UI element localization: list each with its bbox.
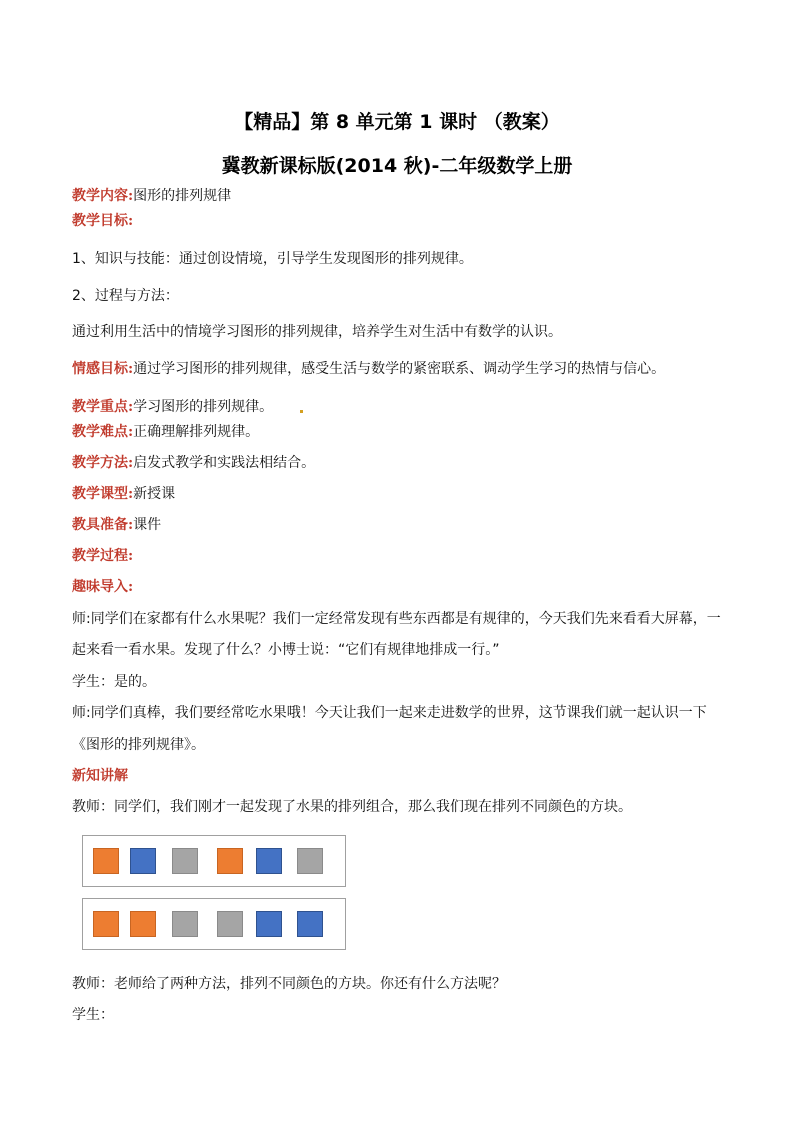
document-subtitle: 冀教新课标版(2014 秋)-二年级数学上册 xyxy=(221,155,573,177)
fun-intro-label: 趣味导入: xyxy=(72,579,134,595)
teaching-method xyxy=(72,454,315,472)
teaching-method-text: 启发式教学和实践法相结合。 xyxy=(133,455,316,471)
teaching-process xyxy=(72,547,133,565)
new-knowledge-label: 新知讲解 xyxy=(72,768,128,784)
key-point-text: 学习图形的排列规律。 xyxy=(133,399,274,415)
blue-square xyxy=(297,911,323,937)
orange-square xyxy=(93,848,119,874)
teacher-speech-2-line-2: 《图形的排列规律》。 xyxy=(72,737,205,753)
materials-label: 教具准备: xyxy=(72,517,134,533)
goal-process: 2、过程与方法： xyxy=(72,288,179,304)
orange-square xyxy=(217,848,243,874)
emotion-goal-label: 情感目标: xyxy=(72,361,134,377)
stray-mark xyxy=(300,410,303,413)
teacher-speech-2-line-1: 师:同学们真棒，我们要经常吃水果哦！今天让我们一起来走进数学的世界，这节课我们就一起认识一下 xyxy=(72,705,707,721)
pattern-box-1 xyxy=(82,835,346,887)
fun-intro xyxy=(72,578,133,596)
difficulty xyxy=(72,423,259,441)
goal-process-text: 通过利用生活中的情境学习图形的排列规律，培养学生对生活中有数学的认识。 xyxy=(72,324,562,340)
materials xyxy=(72,516,161,534)
lesson-type xyxy=(72,485,175,503)
goal-knowledge: 1、知识与技能：通过创设情境，引导学生发现图形的排列规律。 xyxy=(72,251,473,267)
emotion-goal xyxy=(72,360,665,378)
teaching-goals xyxy=(72,212,133,230)
emotion-goal-text: 通过学习图形的排列规律，感受生活与数学的紧密联系、调动学生学习的热情与信心。 xyxy=(133,361,666,377)
teaching-content xyxy=(72,187,231,205)
gray-square xyxy=(217,911,243,937)
lesson-type-text: 新授课 xyxy=(133,486,176,502)
lesson-type-label: 教学课型: xyxy=(72,486,134,502)
document-title: 【精品】第 8 单元第 1 课时 （教案） xyxy=(234,111,560,133)
teaching-goals-label: 教学目标: xyxy=(72,213,134,229)
teaching-process-label: 教学过程: xyxy=(72,548,134,564)
teaching-content-label: 教学内容: xyxy=(72,188,134,204)
teacher-speech-4: 教师：老师给了两种方法，排列不同颜色的方块。你还有什么方法呢？ xyxy=(72,976,506,992)
orange-square xyxy=(93,911,119,937)
teacher-speech-3: 教师：同学们，我们刚才一起发现了水果的排列组合，那么我们现在排列不同颜色的方块。 xyxy=(72,799,632,815)
blue-square xyxy=(256,911,282,937)
materials-text: 课件 xyxy=(133,517,162,533)
blue-square xyxy=(256,848,282,874)
teaching-content-text: 图形的排列规律 xyxy=(133,188,232,204)
difficulty-label: 教学难点: xyxy=(72,424,134,440)
difficulty-text: 正确理解排列规律。 xyxy=(133,424,260,440)
teacher-speech-1-line-1: 师:同学们在家都有什么水果呢？我们一定经常发现有些东西都是有规律的，今天我们先来看看大屏幕，一 xyxy=(72,611,721,627)
orange-square xyxy=(130,911,156,937)
gray-square xyxy=(172,848,198,874)
pattern-box-2 xyxy=(82,898,346,950)
blue-square xyxy=(130,848,156,874)
new-knowledge xyxy=(72,767,128,785)
key-point xyxy=(72,398,273,416)
teacher-speech-1-line-2: 起来看一看水果。发现了什么？小博士说：“它们有规律地排成一行。” xyxy=(72,642,500,658)
key-point-label: 教学重点: xyxy=(72,399,134,415)
student-reply-2: 学生： xyxy=(72,1007,114,1023)
gray-square xyxy=(297,848,323,874)
student-reply-1: 学生：是的。 xyxy=(72,674,156,690)
gray-square xyxy=(172,911,198,937)
teaching-method-label: 教学方法: xyxy=(72,455,134,471)
